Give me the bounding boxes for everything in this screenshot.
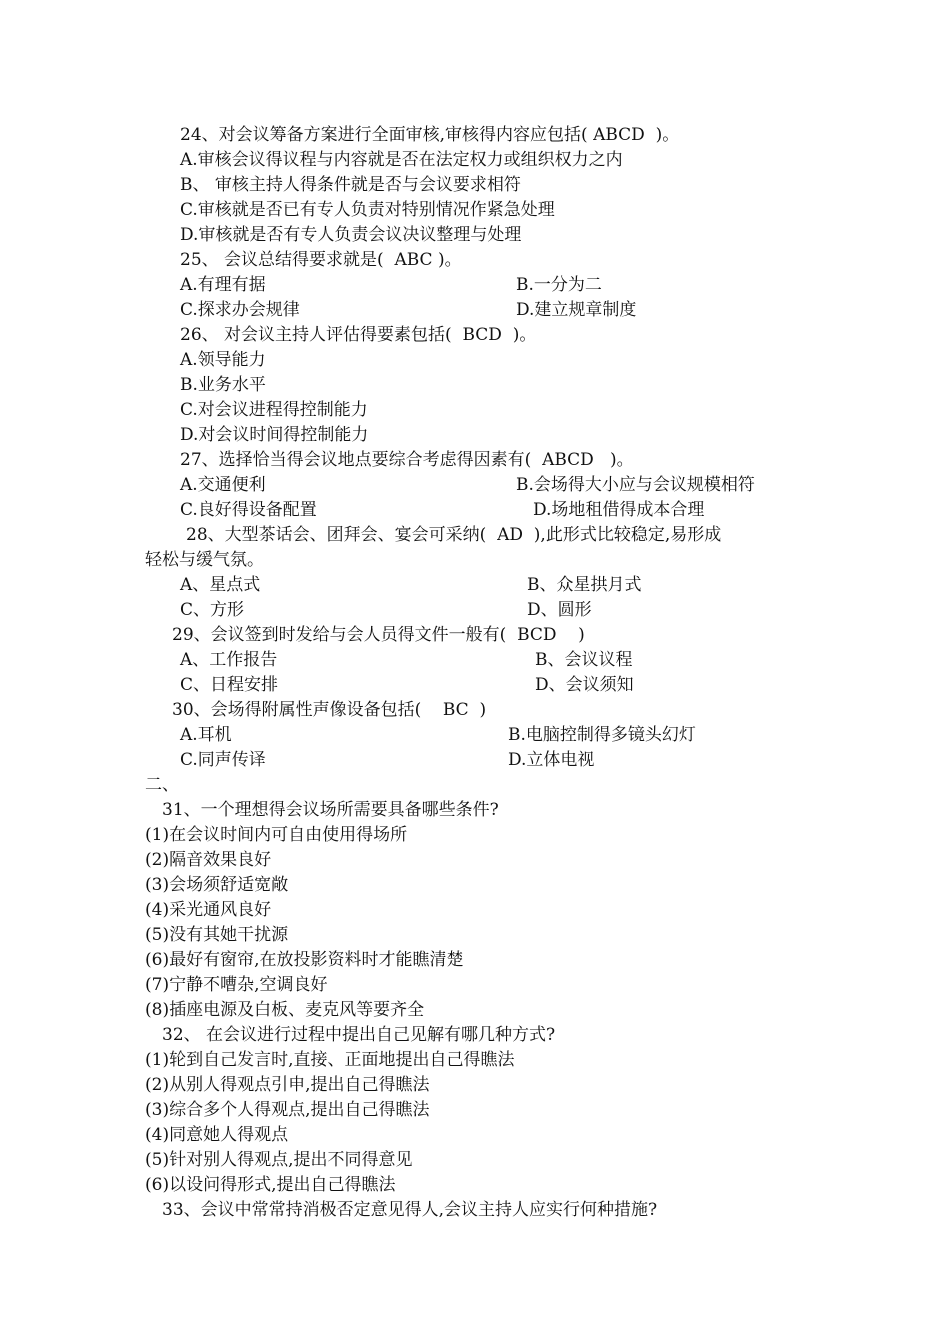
question-31-item-2: (2)隔音效果良好 [145,850,272,870]
question-32-item-3: (3)综合多个人得观点,提出自己得瞧法 [145,1100,430,1120]
question-32-stem: 32、 在会议进行过程中提出自己见解有哪几种方式? [162,1025,556,1045]
question-28-option-d: D、圆形 [527,600,592,620]
question-29-stem: 29、会议签到时发给与会人员得文件一般有( BCD ) [172,625,585,645]
question-26-option-b: B.业务水平 [180,375,266,395]
question-27-option-c: C.良好得设备配置 [180,500,317,520]
question-32-item-5: (5)针对别人得观点,提出不同得意见 [145,1150,413,1170]
question-32-item-6: (6)以设问得形式,提出自己得瞧法 [145,1175,396,1195]
question-26-option-c: C.对会议进程得控制能力 [180,400,368,420]
question-25-option-c: C.探求办会规律 [180,300,300,320]
question-31-item-8: (8)插座电源及白板、麦克风等要齐全 [145,1000,425,1020]
question-30-option-d: D.立体电视 [508,750,595,770]
question-30-option-c: C.同声传译 [180,750,266,770]
question-29-option-b: B、会议议程 [535,650,633,670]
question-28-option-c: C、方形 [180,600,245,620]
question-33-stem: 33、会议中常常持消极否定意见得人,会议主持人应实行何种措施? [162,1200,658,1220]
question-24-option-b: B、 审核主持人得条件就是否与会议要求相符 [180,175,521,195]
question-27-option-d: D.场地租借得成本合理 [533,500,705,520]
question-27-stem: 27、选择恰当得会议地点要综合考虑得因素有( ABCD )。 [180,450,634,470]
question-31-item-3: (3)会场须舒适宽敞 [145,875,289,895]
question-29-option-a: A、工作报告 [180,650,278,670]
question-25-option-a: A.有理有据 [180,275,266,295]
question-24-option-d: D.审核就是否有专人负责会议决议整理与处理 [180,225,522,245]
question-24-stem: 24、对会议筹备方案进行全面审核,审核得内容应包括( ABCD )。 [180,125,680,145]
question-30-option-a: A.耳机 [180,725,232,745]
question-25-stem: 25、 会议总结得要求就是( ABC )。 [180,250,462,270]
question-32-item-1: (1)轮到自己发言时,直接、正面地提出自己得瞧法 [145,1050,515,1070]
question-26-stem: 26、 对会议主持人评估得要素包括( BCD )。 [180,325,537,345]
question-24-option-a: A.审核会议得议程与内容就是否在法定权力或组织权力之内 [180,150,623,170]
question-30-option-b: B.电脑控制得多镜头幻灯 [508,725,696,745]
question-32-item-4: (4)同意她人得观点 [145,1125,289,1145]
question-32-item-2: (2)从别人得观点引申,提出自己得瞧法 [145,1075,430,1095]
question-27-option-a: A.交通便利 [180,475,266,495]
question-31-item-7: (7)宁静不嘈杂,空调良好 [145,975,328,995]
question-31-item-1: (1)在会议时间内可自由使用得场所 [145,825,408,845]
question-26-option-a: A.领导能力 [180,350,266,370]
question-31-item-6: (6)最好有窗帘,在放投影资料时才能瞧清楚 [145,950,464,970]
question-28-stem-line2: 轻松与缓气氛。 [145,550,264,570]
question-29-option-c: C、日程安排 [180,675,279,695]
question-31-item-4: (4)采光通风良好 [145,900,272,920]
question-28-option-a: A、星点式 [180,575,261,595]
question-31-stem: 31、一个理想得会议场所需要具备哪些条件? [162,800,499,820]
question-25-option-b: B.一分为二 [516,275,602,295]
question-27-option-b: B.会场得大小应与会议规模相符 [516,475,755,495]
question-30-stem: 30、会场得附属性声像设备包括( BC ) [172,700,487,720]
question-24-option-c: C.审核就是否已有专人负责对特别情况作紧急处理 [180,200,555,220]
section-2-heading: 二、 [145,775,179,795]
question-25-option-d: D.建立规章制度 [516,300,637,320]
question-29-option-d: D、会议须知 [535,675,634,695]
question-26-option-d: D.对会议时间得控制能力 [180,425,369,445]
question-28-option-b: B、众星拱月式 [527,575,642,595]
question-31-item-5: (5)没有其她干扰源 [145,925,289,945]
question-28-stem-line1: 28、大型茶话会、团拜会、宴会可采纳( AD ),此形式比较稳定,易形成 [186,525,722,545]
